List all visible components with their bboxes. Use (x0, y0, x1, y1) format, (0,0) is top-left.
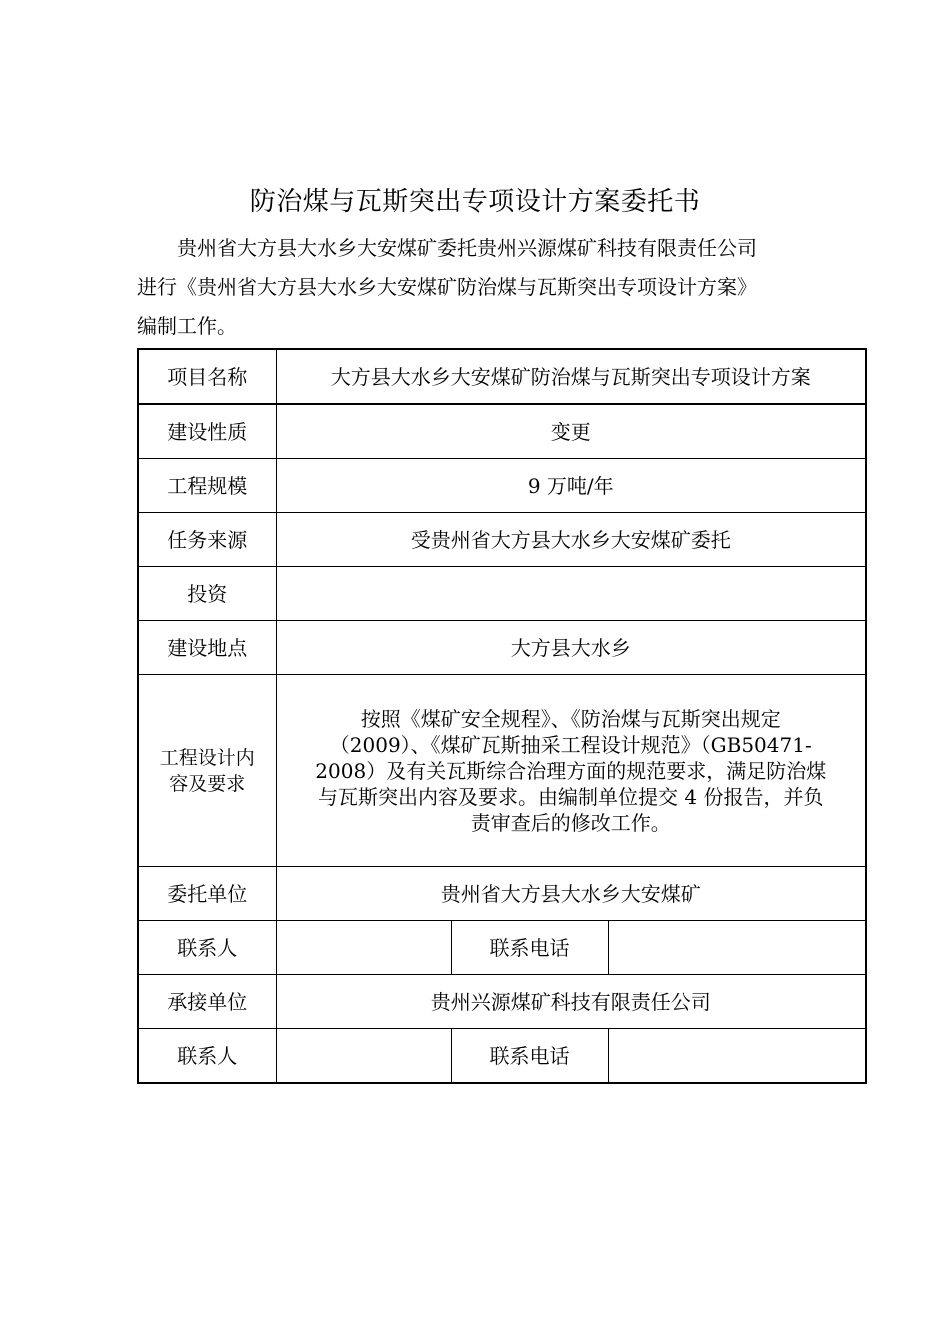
investment-label: 投资 (138, 567, 276, 621)
requirements-line-4: 与瓦斯突出内容及要求。由编制单位提交 4 份报告，并负 (318, 784, 824, 809)
requirements-line-2: （2009）、《煤矿瓦斯抽采工程设计规范》（GB50471- (329, 732, 812, 757)
requirements-line-1: 按照《煤矿安全规程》、《防治煤与瓦斯突出规定 (360, 706, 781, 731)
location-value: 大方县大水乡 (276, 621, 866, 675)
client-value: 贵州省大方县大水乡大安煤矿 (276, 867, 866, 921)
client-contact-label: 联系人 (138, 921, 276, 975)
row-contractor-contact (138, 1029, 866, 1084)
client-phone-label: 联系电话 (451, 921, 608, 975)
contractor-contact-value (276, 1029, 451, 1084)
row-investment (138, 567, 866, 621)
requirements-label (138, 675, 276, 867)
row-client (138, 867, 866, 921)
scale-label: 工程规模 (138, 459, 276, 513)
intro-line-3: 编制工作。 (137, 314, 237, 338)
row-source (138, 513, 866, 567)
intro-line-1: 贵州省大方县大水乡大安煤矿委托贵州兴源煤矿科技有限责任公司 (177, 236, 757, 260)
source-value: 受贵州省大方县大水乡大安煤矿委托 (276, 513, 866, 567)
contractor-label: 承接单位 (138, 975, 276, 1029)
requirements-label-line-1: 工程设计内 (159, 746, 255, 769)
client-label: 委托单位 (138, 867, 276, 921)
client-phone-value (608, 921, 866, 975)
scale-value: 9 万吨/年 (276, 459, 866, 513)
requirements-label-line-2: 容及要求 (169, 772, 246, 795)
document-title: 防治煤与瓦斯突出专项设计方案委托书 (249, 187, 701, 217)
contractor-contact-label: 联系人 (138, 1029, 276, 1084)
row-contractor (138, 975, 866, 1029)
intro-line-2: 进行《贵州省大方县大水乡大安煤矿防治煤与瓦斯突出专项设计方案》 (137, 275, 757, 299)
row-client-contact (138, 921, 866, 975)
nature-label: 建设性质 (138, 404, 276, 459)
contractor-value: 贵州兴源煤矿科技有限责任公司 (276, 975, 866, 1029)
intro-paragraph (137, 229, 865, 346)
requirements-value (276, 675, 866, 867)
row-nature (138, 404, 866, 459)
project-name-label: 项目名称 (138, 349, 276, 404)
commission-form-table (137, 348, 867, 1084)
source-label: 任务来源 (138, 513, 276, 567)
row-requirements (138, 675, 866, 867)
requirements-line-3: 2008）及有关瓦斯综合治理方面的规范要求，满足防治煤 (315, 758, 827, 783)
client-contact-value (276, 921, 451, 975)
nature-value: 变更 (276, 404, 866, 459)
contractor-phone-label: 联系电话 (451, 1029, 608, 1084)
requirements-line-5: 责审查后的修改工作。 (470, 810, 671, 835)
row-scale (138, 459, 866, 513)
contractor-phone-value (608, 1029, 866, 1084)
project-name-value: 大方县大水乡大安煤矿防治煤与瓦斯突出专项设计方案 (276, 349, 866, 404)
location-label: 建设地点 (138, 621, 276, 675)
row-location (138, 621, 866, 675)
investment-value (276, 567, 866, 621)
row-project-name (138, 349, 866, 404)
